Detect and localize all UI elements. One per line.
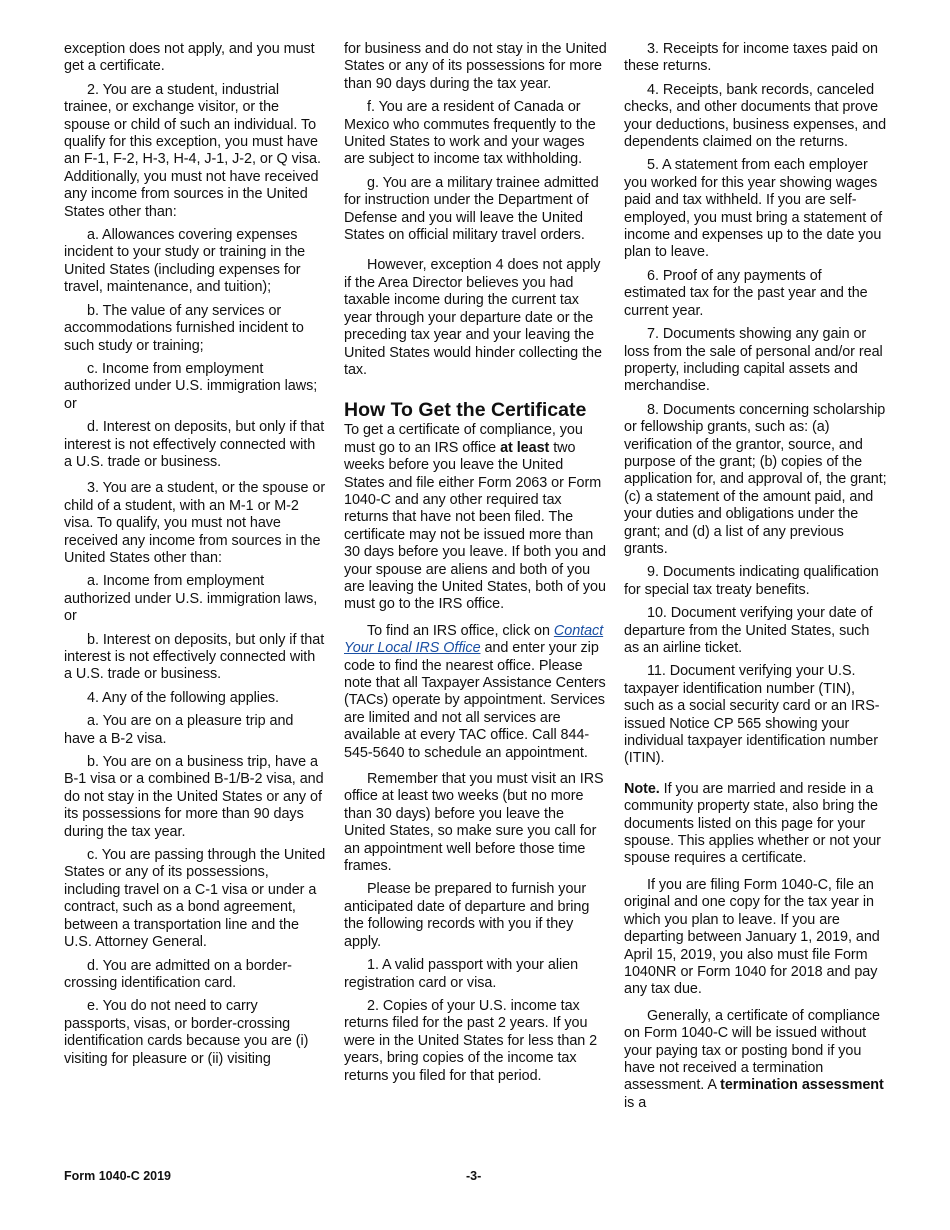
paragraph: exception does not apply, and you must get a certificate. [64, 41, 315, 75]
paragraph: Please be prepared to furnish your anticipated date of departure and bring the following records with you if they apply. [344, 881, 590, 950]
column-middle [344, 41, 607, 1091]
paragraph: However, exception 4 does not apply if the Area Director believes you had taxable income during the current tax year through your departure date or the preceding tax year and your leaving the United States would hinder collecting the tax. [344, 257, 602, 378]
paragraph: f. You are a resident of Canada or Mexico who commutes frequently to the United States to work and your wages are subject to income tax withholding. [344, 99, 596, 168]
paragraph: 2. You are a student, industrial trainee, or exchange visitor, or the spouse or child of such an individual. To qualify for this exception, you must have an F-1, F-2, H-3, H-4, J-1, J-2, or Q visa. Additionally, you must not have received any income from sources in the United States other than: [64, 81, 321, 220]
page-number: -3- [466, 1169, 482, 1183]
paragraph: a. Allowances covering expenses incident to your study or training in the United States (including expenses for travel, maintenance, and tuition); [64, 227, 306, 296]
paragraph: g. You are a military trainee admitted for instruction under the Department of Defense and you will leave the United States on official military travel orders. [344, 174, 599, 244]
section-heading: How To Get the Certificate [344, 399, 587, 422]
paragraph: 6. Proof of any payments of estimated tax for the past year and the current year. [624, 267, 868, 319]
paragraph: 3. You are a student, or the spouse or child of a student, with an M-1 or M-2 visa. To qualify, you must not have received any income from sources in the United States other than: [64, 480, 326, 566]
paragraph: If you are filing Form 1040-C, file an original and one copy for the tax year in which you plan to leave. If you are departing between January 1, 2019, and April 15, 2019, you also must file Form 1040NR or Form 1040 for 2018 and pay any tax due. [624, 876, 880, 998]
paragraph: for business and do not stay in the United States or any of its possessions for more than 90 days during the tax year. [344, 41, 607, 92]
paragraph: 2. Copies of your U.S. income tax returns filed for the past 2 years. If you were in the United States for less than 2 years, bring copies of the income tax returns you filed for that period. [344, 997, 598, 1084]
paragraph: 10. Document verifying your date of departure from the United States, such as an airline ticket. [624, 605, 873, 656]
paragraph: 1. A valid passport with your alien registration card or visa. [344, 957, 579, 991]
column-right [624, 41, 887, 1118]
paragraph: To get a certificate of compliance, you must go to an IRS office at least two weeks before you leave the United States and file either Form 2063 or Form 1040-C and any other required tax returns that have not been filed. The certificate may not be issued more than 30 days before you leave. If both you and your spouse are aliens and both of you are leaving the United States, both of you must go to the IRS office. [344, 422, 606, 613]
paragraph: Remember that you must visit an IRS office at least two weeks (but no more than 30 days) before you leave the United States, so make sure you call for an appointment well before those time frames. [344, 771, 604, 875]
paragraph: d. Interest on deposits, but only if that interest is not effectively connected with a U.S. trade or business. [64, 419, 325, 470]
paragraph: b. Interest on deposits, but only if that interest is not effectively connected with a U.S. trade or business. [64, 631, 325, 683]
column-left [64, 41, 327, 1074]
paragraph: 8. Documents concerning scholarship or fellowship grants, such as: (a) verification of the grantor, source, and purpose of the grant; (b) copies of the application for, and approval of, the grant; (c) a statement of the amount paid, and your duties and obligations under the grant; and (d) a list of any previous grants. [624, 401, 887, 557]
paragraph: a. Income from employment authorized under U.S. immigration laws, or [64, 573, 318, 625]
paragraph: a. You are on a pleasure trip and have a B-2 visa. [64, 713, 294, 747]
paragraph: c. You are passing through the United States or any of its possessions, including travel on a C-1 visa or under a contract, such as a bond agreement, between a transportation line and the U.S. Attorney General. [64, 847, 326, 951]
paragraph: e. You do not need to carry passports, visas, or border-crossing identification cards because you are (i) visiting for pleasure or (ii) visiting [64, 998, 309, 1067]
paragraph: b. The value of any services or accommodations furnished incident to such study or training; [64, 302, 304, 354]
paragraph: 3. Receipts for income taxes paid on these returns. [624, 41, 878, 75]
paragraph: d. You are admitted on a border-crossing identification card. [64, 957, 292, 991]
paragraph: To find an IRS office, click on Contact Your Local IRS Office and enter your zip code to find the nearest office. Please note that all Taxpayer Assistance Centers (TACs) operate by appointment. Services are limited and not all services are available at every TAC office. Call 844-545-5640 to schedule an appointment. [344, 622, 606, 761]
paragraph: Generally, a certificate of compliance on Form 1040-C will be issued without your paying tax or posting bond if you have not received a termination assessment. A termination assessment is a [624, 1007, 884, 1111]
note-paragraph: Note. If you are married and reside in a community property state, also bring the documents listed on this page for your spouse. This applies whether or not your spouse requires a certificate. [624, 780, 881, 867]
paragraph: 7. Documents showing any gain or loss from the sale of personal and/or real property, including capital assets and merchandise. [624, 326, 883, 395]
paragraph: b. You are on a business trip, have a B-1 visa or a combined B-1/B-2 visa, and do not stay in the United States or any of its possessions for more than 90 days during the tax year. [64, 754, 324, 840]
paragraph: 4. Receipts, bank records, canceled checks, and other documents that prove your deductions, business expenses, and dependents claimed on the returns. [624, 81, 887, 151]
footer-form-label: Form 1040-C 2019 [64, 1169, 172, 1183]
paragraph: 11. Document verifying your U.S. taxpayer identification number (TIN), such as a social security card or an IRS-issued Notice CP 565 showing your individual taxpayer identification number (ITIN). [624, 663, 880, 767]
note-label: Note. [624, 780, 660, 797]
paragraph: 5. A statement from each employer you worked for this year showing wages paid and tax withheld. If you are self-employed, you must bring a statement of income and expenses up to the date you plan to leave. [624, 157, 883, 261]
paragraph: c. Income from employment authorized under U.S. immigration laws; or [64, 360, 318, 412]
paragraph: 4. Any of the following applies. [87, 689, 279, 706]
paragraph: 9. Documents indicating qualification for special tax treaty benefits. [624, 564, 879, 598]
contact-irs-office-link[interactable]: Contact Your Local IRS Office [344, 622, 604, 657]
